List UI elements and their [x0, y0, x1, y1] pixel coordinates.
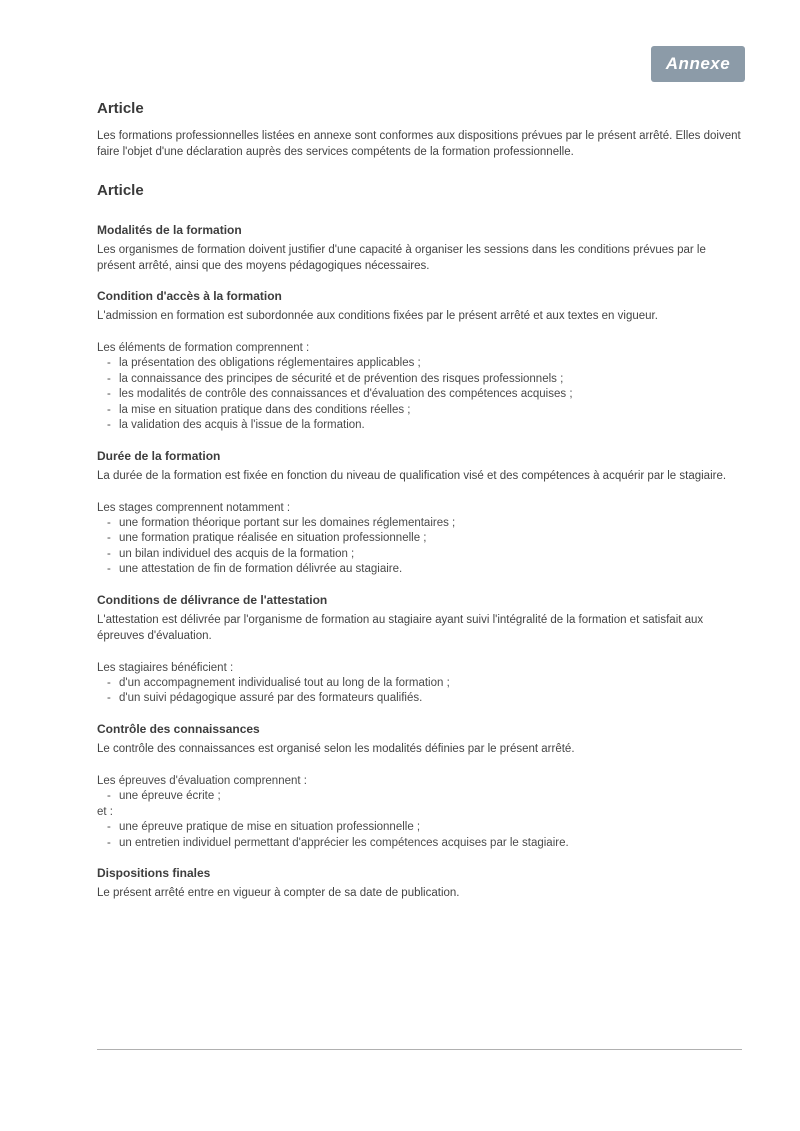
bullet-list	[97, 676, 742, 707]
section-subheading: Les stagiaires bénéficient :	[97, 661, 234, 674]
section-heading: Conditions de délivrance de l'attestation	[97, 592, 328, 607]
section-text: La durée de la formation est fixée en fonction du niveau de qualification visé et des compétences à acquérir par le stagiaire.	[97, 469, 727, 482]
list-item: - les modalités de contrôle des connaissances et d'évaluation des compétences acquises ;	[107, 387, 742, 403]
annex-stamp: Annexe	[651, 46, 745, 82]
section	[97, 340, 742, 434]
document-body	[97, 100, 742, 901]
section-heading: Modalités de la formation	[97, 223, 242, 237]
list-item: - une épreuve pratique de mise en situation professionnelle ;	[107, 820, 742, 836]
section-heading: Condition d'accès à la formation	[97, 289, 282, 303]
bullet-list	[97, 356, 742, 434]
list-item: - un bilan individuel des acquis de la formation ;	[107, 547, 742, 563]
section-text: L'admission en formation est subordonnée aux conditions fixées par le présent arrêté et aux textes en vigueur.	[97, 310, 658, 322]
connector-text: et :	[97, 806, 113, 818]
list-item: - la mise en situation pratique dans des conditions réelles ;	[107, 403, 742, 419]
section-heading: Dispositions finales	[97, 866, 211, 880]
article-text: Les formations professionnelles listées en annexe sont conformes aux dispositions prévues par le présent arrêté. Elles doivent faire l'objet d'une déclaration auprès des services compétents de la formation professionnelle.	[97, 130, 741, 158]
section	[97, 500, 742, 578]
section	[97, 865, 742, 901]
bullet-list	[97, 516, 742, 578]
list-item: - une formation théorique portant sur les domaines réglementaires ;	[107, 516, 742, 532]
section-text: L'attestation est délivrée par l'organisme de formation au stagiaire ayant suivi l'intégralité de la formation et satisfait aux épreuves d'évaluation.	[97, 613, 704, 642]
section	[97, 222, 742, 274]
section-text: Les organismes de formation doivent justifier d'une capacité à organiser les sessions dans les conditions prévues par le présent arrêté, ainsi que des moyens pédagogiques nécessaires.	[97, 244, 706, 272]
section	[97, 660, 742, 707]
list-item: - une formation pratique réalisée en situation professionnelle ;	[107, 531, 742, 547]
section-text: Le présent arrêté entre en vigueur à compter de sa date de publication.	[97, 887, 460, 899]
section	[97, 721, 742, 757]
article-title: Article	[97, 182, 144, 199]
section	[97, 592, 742, 644]
list-item: - une épreuve écrite ;	[107, 789, 742, 805]
list-item: - d'un suivi pédagogique assuré par des formateurs qualifiés.	[107, 691, 742, 707]
section	[97, 773, 742, 852]
list-item: - un entretien individuel permettant d'apprécier les compétences acquises par le stagiaire.	[107, 836, 742, 852]
section	[97, 288, 742, 324]
section-subheading: Les épreuves d'évaluation comprennent :	[97, 774, 307, 787]
list-item: - la validation des acquis à l'issue de la formation.	[107, 418, 742, 434]
section-subheading: Les stages comprennent notamment :	[97, 501, 291, 514]
article-block	[97, 100, 742, 160]
bullet-list	[97, 789, 742, 805]
bullet-list	[97, 820, 742, 851]
article-title: Article	[97, 100, 144, 117]
article-block	[97, 182, 742, 200]
list-item: - une attestation de fin de formation délivrée au stagiaire.	[107, 562, 742, 578]
footer-divider	[97, 1049, 742, 1050]
list-item: - la connaissance des principes de sécurité et de prévention des risques professionnels ;	[107, 372, 742, 388]
section-heading: Contrôle des connaissances	[97, 721, 260, 736]
section-subheading: Les éléments de formation comprennent :	[97, 342, 310, 354]
section-heading: Durée de la formation	[97, 448, 221, 463]
list-item: - d'un accompagnement individualisé tout au long de la formation ;	[107, 676, 742, 692]
section	[97, 448, 742, 484]
list-item: - la présentation des obligations réglementaires applicables ;	[107, 356, 742, 372]
section-text: Le contrôle des connaissances est organisé selon les modalités définies par le présent arrêté.	[97, 742, 575, 755]
